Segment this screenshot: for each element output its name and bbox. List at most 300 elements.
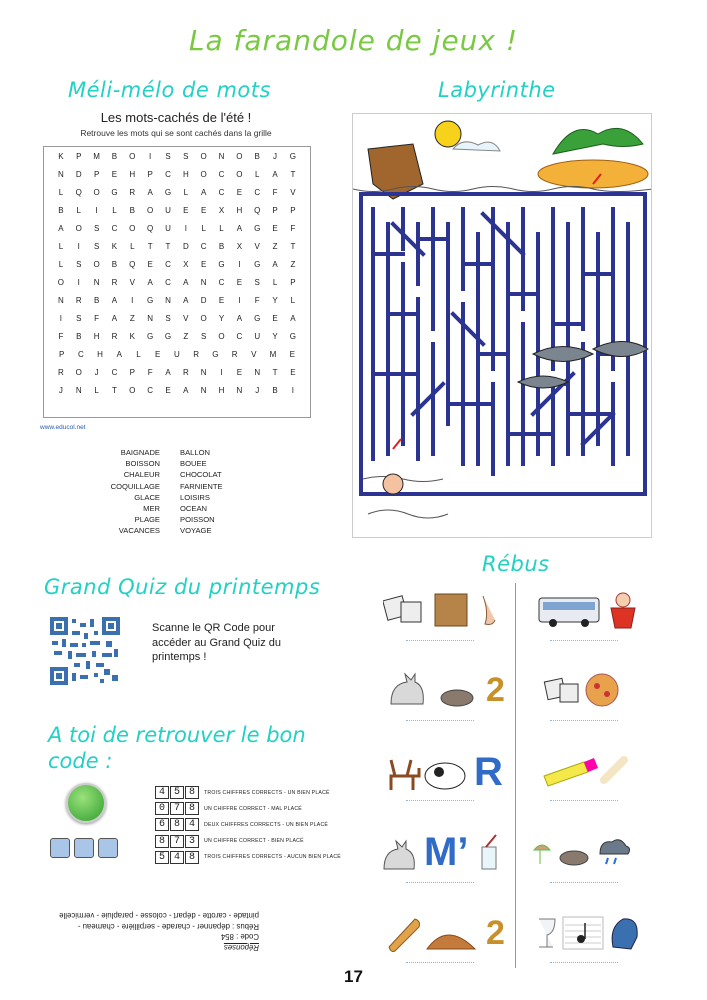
grid-letter: E [201,259,207,269]
grid-letter: Q [129,259,136,269]
grid-letter: S [201,331,207,341]
grid-letter: V [183,313,189,323]
grid-letter: U [165,205,171,215]
grid-letter: R [111,331,118,341]
grid-letter: L [130,241,135,251]
grid-letter: Q [254,205,261,215]
grid-letter: E [272,223,278,233]
grid-letter: S [165,151,171,161]
grid-letter: S [93,241,100,251]
dice-pizza-icon [542,670,632,710]
grid-letter: N [200,277,207,287]
grid-letter: H [218,385,225,395]
grid-letter: G [254,259,261,269]
grid-letter: A [111,313,118,323]
grid-letter: O [75,367,82,377]
grid-letter: E [236,367,243,377]
grid-row [44,309,310,327]
grid-letter: I [149,151,152,161]
grid-letter: F [58,331,64,341]
clue-digit: 7 [170,835,184,848]
grid-letter: A [290,313,296,323]
grid-letter: C [254,187,261,197]
grid-letter: O [200,169,207,179]
code-heading: A toi de retrouver le bon code : [48,723,306,773]
grid-letter: T [147,241,153,251]
clue-text: UN CHIFFRE CORRECT - BIEN PLACÉ [204,838,304,845]
clue-row [155,802,302,815]
grid-letter: F [290,223,296,233]
grid-letter: A [165,367,171,377]
word-item: POISSON [180,515,215,525]
grid-letter: E [165,385,171,395]
grid-letter: O [93,259,100,269]
grid-letter: I [131,295,134,305]
rebus-4 [542,670,632,710]
source-link[interactable]: www.educol.net [40,424,86,431]
grid-letter: M [269,349,277,359]
grid-row [44,237,310,255]
grid-letter: L [58,187,64,197]
grid-letter: E [201,205,207,215]
grid-letter: C [218,187,225,197]
grid-letter: L [76,205,81,215]
grid-letter: F [94,313,100,323]
grid-letter: A [201,187,207,197]
grid-letter: O [57,277,65,287]
clue-row [155,818,328,831]
grid-letter: G [111,187,118,197]
grid-letter: S [165,313,171,323]
clue-digit: 4 [155,786,169,799]
grid-letter: A [183,385,189,395]
grid-letter: Y [272,295,278,305]
code-digit-box[interactable] [74,838,94,858]
grid-letter: R [75,295,82,305]
rebus-letter-m: M’ [424,830,469,874]
clue-digit: 0 [155,802,169,815]
maze-heading: Labyrinthe [438,78,556,102]
grid-row [44,345,310,363]
grid-letter: N [218,151,225,161]
grid-letter: A [147,187,153,197]
grid-letter: B [76,331,82,341]
clue-text: TROIS CHIFFRES CORRECTS - AUCUN BIEN PLACÉ [204,854,341,861]
grid-letter: X [236,241,243,251]
grid-letter: X [183,259,189,269]
dice-box-nose-icon [383,590,503,630]
cat-icon [378,833,418,873]
grid-letter: R [182,367,189,377]
grid-letter: A [272,169,278,179]
rebus-2 [537,590,645,630]
grid-letter: H [236,205,243,215]
grid-letter: I [184,223,187,233]
grid-letter: E [236,277,243,287]
grid-letter: O [200,313,207,323]
grid-letter: A [111,295,118,305]
grid-letter: K [129,331,135,341]
grid-letter: A [236,313,243,323]
answers-title: Réponses [223,943,259,952]
grid-letter: N [58,169,64,179]
cloud-icon [453,142,500,151]
wordsearch-panel [40,106,312,418]
word-list-left [100,447,160,537]
grid-letter: E [236,187,243,197]
grid-letter: L [136,349,141,359]
grid-letter: N [165,295,171,305]
answers-upside-down [44,910,259,952]
grid-letter: O [129,151,136,161]
page-number: 17 [344,967,363,986]
maze-walls [361,194,645,494]
grid-letter: G [147,331,154,341]
grid-letter: B [111,259,118,269]
grid-letter: E [183,205,189,215]
grid-letter: N [236,385,243,395]
grid-letter: D [182,241,189,251]
grid-row [44,147,310,165]
grid-letter: Q [75,187,82,197]
grid-letter: P [76,151,82,161]
grid-letter: M [93,151,100,161]
grid-letter: V [129,277,135,287]
qr-code-icon [50,617,120,685]
rebus-8 [530,830,630,870]
marker-bone-icon [542,750,637,790]
word-item: VOYAGE [180,526,212,536]
grid-letter: O [236,169,243,179]
word-item: PLAGE [134,515,160,525]
grid-letter: T [112,385,117,395]
grid-letter: R [111,277,118,287]
grid-letter: A [147,277,153,287]
code-input-boxes[interactable] [50,838,118,858]
glass-note-bird-icon [533,913,643,953]
grid-letter: B [272,385,278,395]
clue-digit: 4 [185,818,199,831]
grid-letter: O [236,151,243,161]
grid-letter: F [272,187,278,197]
rebus-10 [533,913,643,953]
grid-letter: C [218,169,225,179]
wordsearch-subtitle: Retrouve les mots qui se sont cachés dans la grille [80,128,272,138]
grid-letter: N [147,313,154,323]
grid-letter: E [155,349,161,359]
clue-text: DEUX CHIFFRES CORRECTS - UN BIEN PLACÉ [204,821,329,828]
word-item: LOISIRS [180,492,210,502]
clue-digit: 5 [155,851,169,864]
grid-letter: G [147,295,154,305]
grid-letter: I [238,295,241,305]
grid-letter: B [254,151,260,161]
grid-letter: P [290,277,296,287]
clue-digit: 5 [170,786,184,799]
grid-letter: C [165,169,171,179]
grid-letter: P [290,205,296,215]
grid-letter: T [165,241,171,251]
grid-letter: P [129,367,135,377]
grid-letter: S [76,313,82,323]
clue-digit: 8 [170,818,184,831]
grid-letter: R [231,349,238,359]
grid-letter: I [220,367,223,377]
grid-letter: L [254,169,260,179]
grid-letter: C [165,259,171,269]
grid-letter: B [218,241,225,251]
grid-letter: C [77,349,84,359]
bus-santa-icon [537,590,645,630]
clue-digit: 8 [155,835,169,848]
rebus-7 [378,830,504,875]
grid-letter: A [236,223,243,233]
grid-letter: G [164,187,172,197]
grid-letter: B [58,205,64,215]
grid-letter: N [200,367,207,377]
grid-letter: R [193,349,200,359]
grid-letter: L [272,277,278,287]
grid-letter: O [147,205,154,215]
grid-letter: G [254,223,261,233]
grid-letter: L [94,385,99,395]
grid-letter: H [97,349,103,359]
word-item: BAIGNADE [120,448,160,457]
grid-letter: X [218,205,225,215]
grid-letter: S [254,277,260,287]
grid-letter: L [183,187,189,197]
sun-icon [435,121,461,147]
grid-letter: Z [272,241,278,251]
swimmer-icon [383,474,403,494]
word-list-right [180,447,260,537]
grid-letter: C [165,277,171,287]
grid-letter: U [254,331,261,341]
grid-row [44,381,310,399]
grid-letter: B [111,151,118,161]
grid-letter: P [58,349,65,359]
glass-straw-icon [474,833,504,873]
rebus-divider [515,583,516,968]
grid-letter: Y [272,331,278,341]
grid-row [44,255,310,273]
mushroom-rat-cloud-icon [530,830,630,870]
grid-letter: D [75,169,82,179]
grid-letter: O [75,223,82,233]
grid-letter: C [218,277,225,287]
word-item: OCEAN [180,504,208,514]
grid-letter: I [238,259,241,269]
grid-letter: A [116,349,122,359]
grid-letter: J [58,385,63,395]
rebus-1 [383,590,503,630]
clue-digit: 7 [170,802,184,815]
grid-letter: E [218,295,225,305]
rebus-digit-2b: 2 [486,913,505,952]
grid-letter: A [183,295,189,305]
grid-letter: J [273,151,278,161]
grid-letter: N [200,385,207,395]
grid-letter: J [255,385,260,395]
grid-letter: L [58,241,64,251]
grid-letter: J [94,367,99,377]
grid-letter: N [58,295,64,305]
grid-letter: U [174,349,180,359]
grid-letter: L [201,223,206,233]
deer-cow-icon [383,752,468,794]
word-item: MER [143,504,160,514]
grid-letter: C [111,223,118,233]
rebus-letter-r: R [474,750,503,794]
grid-letter: O [93,187,100,197]
grid-letter: L [58,259,64,269]
grid-letter: R [129,187,136,197]
clue-digit: 8 [185,851,199,864]
clue-text: TROIS CHIFFRES CORRECTS - UN BIEN PLACÉ [204,789,330,796]
grid-letter: Z [183,331,189,341]
grid-letter: N [254,367,261,377]
grid-letter: B [129,205,135,215]
grid-letter: N [93,277,100,287]
grid-letter: H [182,169,189,179]
grid-letter: G [254,313,261,323]
ship-icon [368,144,423,199]
grid-letter: A [183,277,189,287]
grid-letter: V [251,349,257,359]
wordsearch-heading: Méli-mélo de mots [68,78,271,102]
grid-letter: D [200,295,207,305]
clue-row [155,835,304,848]
palm-tree-icon [553,128,643,154]
grid-letter: V [254,241,260,251]
clue-digit: 8 [185,802,199,815]
rebus-6 [542,750,637,790]
wordsearch-title: Les mots-cachés de l'été ! [100,110,252,125]
word-item: BOISSON [125,459,160,469]
grid-letter: I [59,313,63,323]
qr-code[interactable] [50,617,120,685]
grid-letter: T [290,169,296,179]
rebus-5 [383,750,503,795]
clue-digit: 4 [170,851,184,864]
grid-letter: H [93,331,100,341]
page-title: La farandole de jeux ! [188,24,519,57]
grid-letter: L [112,205,117,215]
grid-letter: A [272,259,278,269]
grid-letter: T [272,367,278,377]
grid-row [44,219,310,237]
rebus-3 [385,670,505,710]
grid-letter: O [129,385,136,395]
grid-letter: I [291,385,294,395]
word-item: FARNIENTE [180,481,223,491]
grid-letter: K [111,241,118,251]
clue-row [155,851,341,864]
grid-letter: Z [290,259,296,269]
grid-letter: G [218,259,225,269]
quiz-instructions: Scanne le QR Code pour accéder au Grand Quiz du printemps ! [152,622,282,664]
grid-letter: E [289,349,295,359]
grid-letter: F [147,367,153,377]
grid-letter: A [58,223,64,233]
grid-letter: V [290,187,296,197]
answers-code: Code : 854 [220,932,259,942]
wordsearch-grid [43,146,311,418]
grid-letter: O [218,331,225,341]
grid-letter: O [200,151,207,161]
grid-letter: P [272,205,278,215]
grid-letter: S [93,223,100,233]
answers-rebus-2: pintade - carotte - départ - colosse - parapluie - vermicelle [59,911,259,921]
grid-letter: P [147,169,153,179]
grid-letter: O [129,223,136,233]
grid-letter: E [290,367,296,377]
clue-text: UN CHIFFRE CORRECT - MAL PLACÉ [204,805,302,812]
grid-letter: E [147,259,153,269]
grid-row [44,327,310,345]
grid-row [44,201,310,219]
maze-illustration [352,113,652,538]
grid-letter: I [95,205,98,215]
grid-letter: R [58,367,64,377]
grid-letter: P [93,169,100,179]
grid-letter: Q [147,223,154,233]
maze-svg [353,114,652,538]
grid-letter: I [77,277,80,287]
answers-rebus-1: Rébus : dépanner - charade - serpillière - chameau - [77,922,259,931]
word-item: BALLON [180,448,210,457]
quiz-heading: Grand Quiz du printemps [44,575,321,599]
grid-row [44,165,310,183]
grid-letter: G [212,349,219,359]
code-digit-box[interactable] [98,838,118,858]
word-item: VACANCES [118,526,160,536]
grid-letter: H [129,169,136,179]
grid-letter: C [111,367,118,377]
grid-letter: L [290,295,296,305]
grid-letter: U [165,223,171,233]
grid-row [44,273,310,291]
grid-letter: I [77,241,80,251]
grid-letter: S [76,259,82,269]
grid-row [44,363,310,381]
clue-digit: 6 [155,818,169,831]
grid-letter: N [75,385,82,395]
word-item: COQUILLAGE [110,481,160,491]
word-item: BOUEE [180,459,207,469]
grid-letter: S [183,151,189,161]
grid-letter: F [254,295,260,305]
grid-letter: G [164,331,172,341]
grid-letter: L [219,223,224,233]
grid-letter: Z [129,313,135,323]
padlock-icon [66,783,106,823]
grid-letter: C [200,241,207,251]
clue-row [155,786,330,799]
grid-row [44,183,310,201]
grid-letter: B [93,295,100,305]
rebus-9 [385,913,505,953]
clue-digit: 8 [185,786,199,799]
grid-letter: C [147,385,154,395]
grid-letter: G [289,331,296,341]
word-item: CHOCOLAT [180,470,222,480]
word-item: CHALEUR [123,470,160,480]
rebus-heading: Rébus [482,552,550,576]
code-digit-box[interactable] [50,838,70,858]
word-item: GLACE [134,492,160,502]
bread-sand-icon [385,913,480,953]
